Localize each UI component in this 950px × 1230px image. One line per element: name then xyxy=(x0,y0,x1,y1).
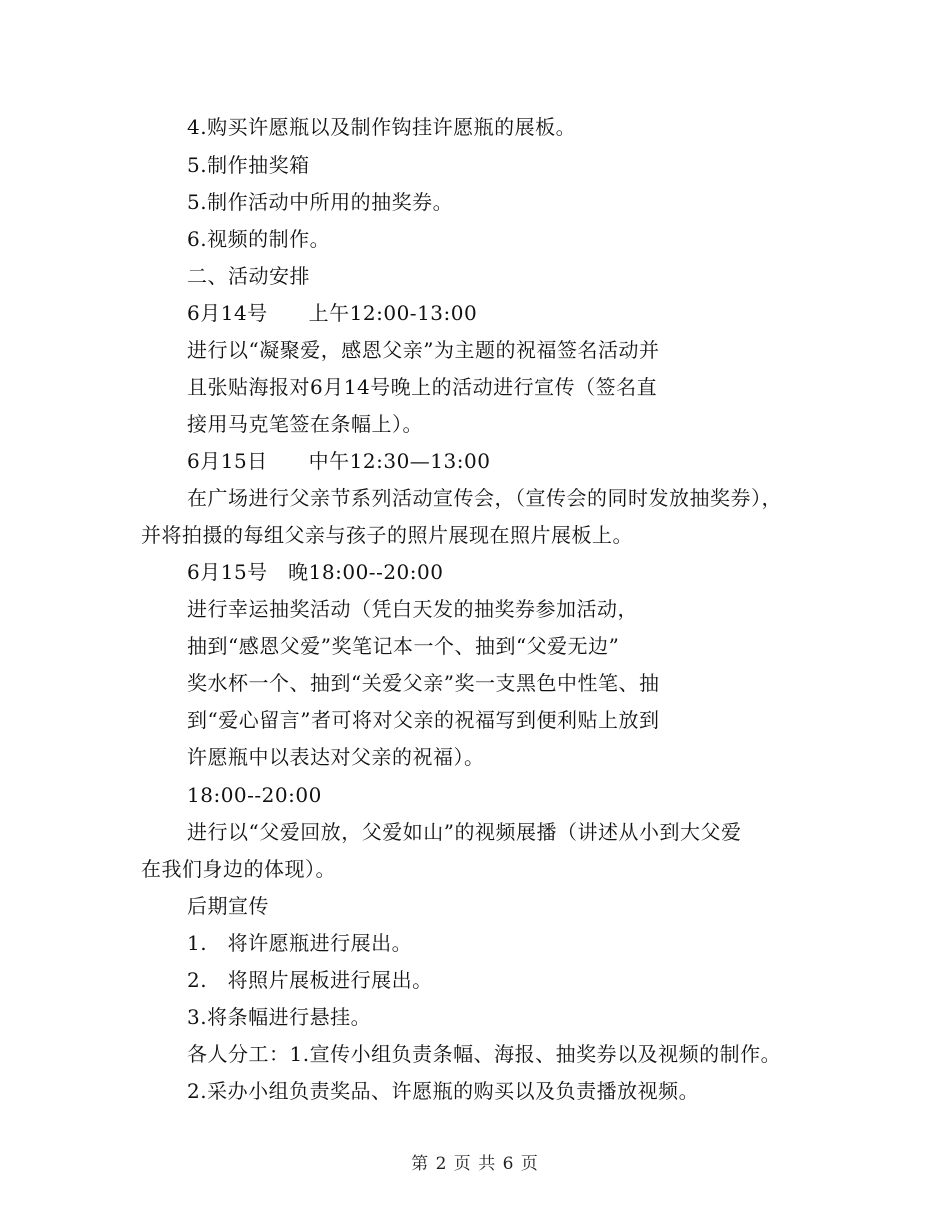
text-line: 5.制作抽奖箱 xyxy=(187,153,310,177)
text-line: 5.制作活动中所用的抽奖券。 xyxy=(187,190,454,214)
text-line: 且张贴海报对6月14号晚上的活动进行宣传（签名直 xyxy=(187,375,658,399)
list-item: 1. 将许愿瓶进行展出。 xyxy=(187,931,413,955)
list-item: 2. 将照片展板进行展出。 xyxy=(187,968,433,992)
text-line: 进行以“凝聚爱，感恩父亲”为主题的祝福签名活动并 xyxy=(187,338,660,362)
text-line: 抽到“感恩父爱”奖笔记本一个、抽到“父爱无边” xyxy=(187,634,620,658)
text-line: 接用马克笔签在条幅上）。 xyxy=(187,412,423,436)
schedule-time: 18:00--20:00 xyxy=(187,783,322,807)
text-line: 到“爱心留言”者可将对父亲的祝福写到便利贴上放到 xyxy=(187,708,660,732)
schedule-time: 6月14号 上午12:00-13:00 xyxy=(187,301,478,325)
text-line: 进行幸运抽奖活动（凭白天发的抽奖券参加活动， xyxy=(187,597,638,621)
section-heading: 二、活动安排 xyxy=(187,264,310,288)
schedule-time: 6月15号 晚18:00--20:00 xyxy=(187,560,444,584)
text-line: 在我们身边的体现）。 xyxy=(141,857,336,881)
text-line: 进行以“父爱回放，父爱如山”的视频展播（讲述从小到大父爱 xyxy=(187,820,742,844)
schedule-time: 6月15日 中午12:30—13:00 xyxy=(187,449,491,473)
text-line: 6.视频的制作。 xyxy=(187,227,331,251)
text-line: 4.购买许愿瓶以及制作钩挂许愿瓶的展板。 xyxy=(187,115,577,139)
list-item: 3.将条幅进行悬挂。 xyxy=(187,1005,372,1029)
text-line: 在广场进行父亲节系列活动宣传会，（宣传会的同时发放抽奖券）， xyxy=(187,486,782,510)
text-line: 并将拍摄的每组父亲与孩子的照片展现在照片展板上。 xyxy=(141,523,633,547)
text-line: 2.采办小组负责奖品、许愿瓶的购买以及负责播放视频。 xyxy=(187,1079,700,1103)
text-line: 各人分工：1.宣传小组负责条幅、海报、抽奖券以及视频的制作。 xyxy=(187,1042,782,1066)
text-line: 奖水杯一个、抽到“关爱父亲”奖一支黑色中性笔、抽 xyxy=(187,671,660,695)
section-heading: 后期宣传 xyxy=(187,894,269,918)
page-number-footer: 第 2 页 共 6 页 xyxy=(411,1154,539,1174)
text-line: 许愿瓶中以表达对父亲的祝福）。 xyxy=(187,745,485,769)
